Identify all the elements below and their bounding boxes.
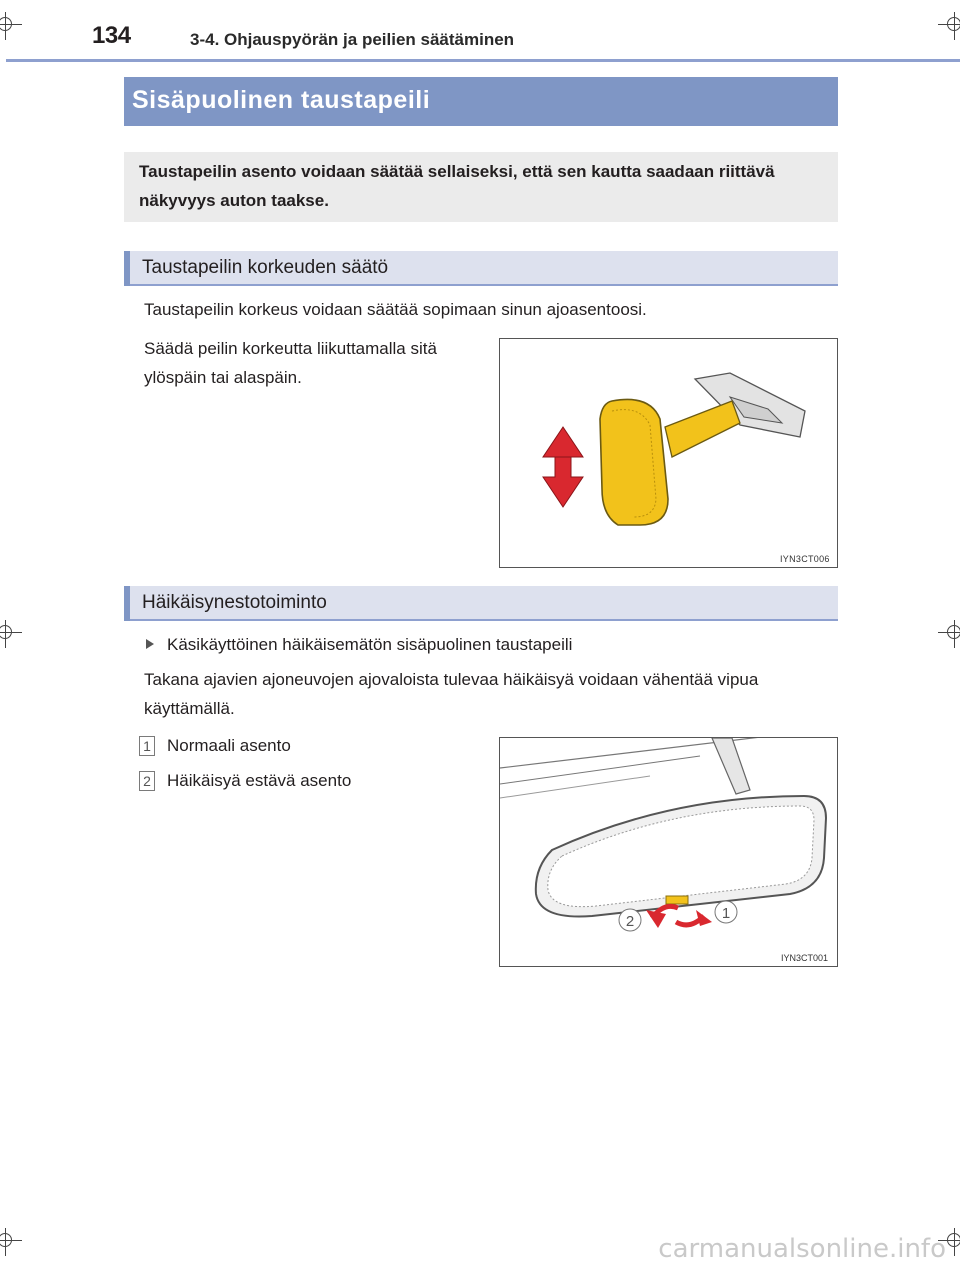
mirror-height-illustration [500, 339, 837, 567]
section-height-accent [124, 251, 130, 286]
double-arrow-vertical-icon [543, 427, 583, 507]
section-antiglare-accent [124, 586, 130, 621]
antiglare-mirror-illustration [500, 738, 837, 966]
item-number-2: 2 [139, 771, 155, 791]
watermark: carmanualsonline.info [658, 1234, 946, 1264]
antiglare-paragraph-line-1: Takana ajavien ajoneuvojen ajovaloista tulevaa häikäisyä voidaan vähentää vipua [144, 670, 759, 689]
section-antiglare-title: Häikäisynestotoiminto [142, 592, 327, 613]
figure-callout-1: 1 [721, 905, 731, 922]
chapter-title: 3-4. Ohjauspyörän ja peilien säätäminen [190, 30, 515, 49]
bullet-heading: Käsikäyttöinen häikäisemätön sisäpuolinen taustapeili [167, 635, 573, 654]
header-rule [6, 59, 960, 62]
height-paragraph-2-line-2: ylöspäin tai alaspäin. [144, 368, 302, 387]
section-height-title: Taustapeilin korkeuden säätö [142, 257, 389, 278]
antiglare-paragraph-line-2: käyttämällä. [144, 699, 235, 718]
figure-code-antiglare: IYN3CT001 [781, 953, 829, 963]
height-paragraph-2-line-1: Säädä peilin korkeutta liikuttamalla sitä [144, 339, 437, 358]
main-title: Sisäpuolinen taustapeili [132, 86, 431, 114]
figure-mirror-height [499, 338, 838, 568]
page-number: 134 [92, 22, 131, 49]
intro-text: Taustapeilin asento voidaan säätää sellaiseksi, että sen kautta saadaan riittävä näkyvyys auton taakse. [139, 162, 775, 210]
figure-code-height: IYN3CT006 [780, 554, 830, 564]
triangle-right-icon [146, 639, 154, 649]
item-label-1: Normaali asento [167, 736, 291, 755]
item-label-2: Häikäisyä estävä asento [167, 771, 352, 790]
height-paragraph-1: Taustapeilin korkeus voidaan säätää sopimaan sinun ajoasentoosi. [144, 300, 647, 319]
figure-callout-2: 2 [625, 913, 635, 930]
figure-antiglare-mirror [499, 737, 838, 967]
item-number-1: 1 [139, 736, 155, 756]
